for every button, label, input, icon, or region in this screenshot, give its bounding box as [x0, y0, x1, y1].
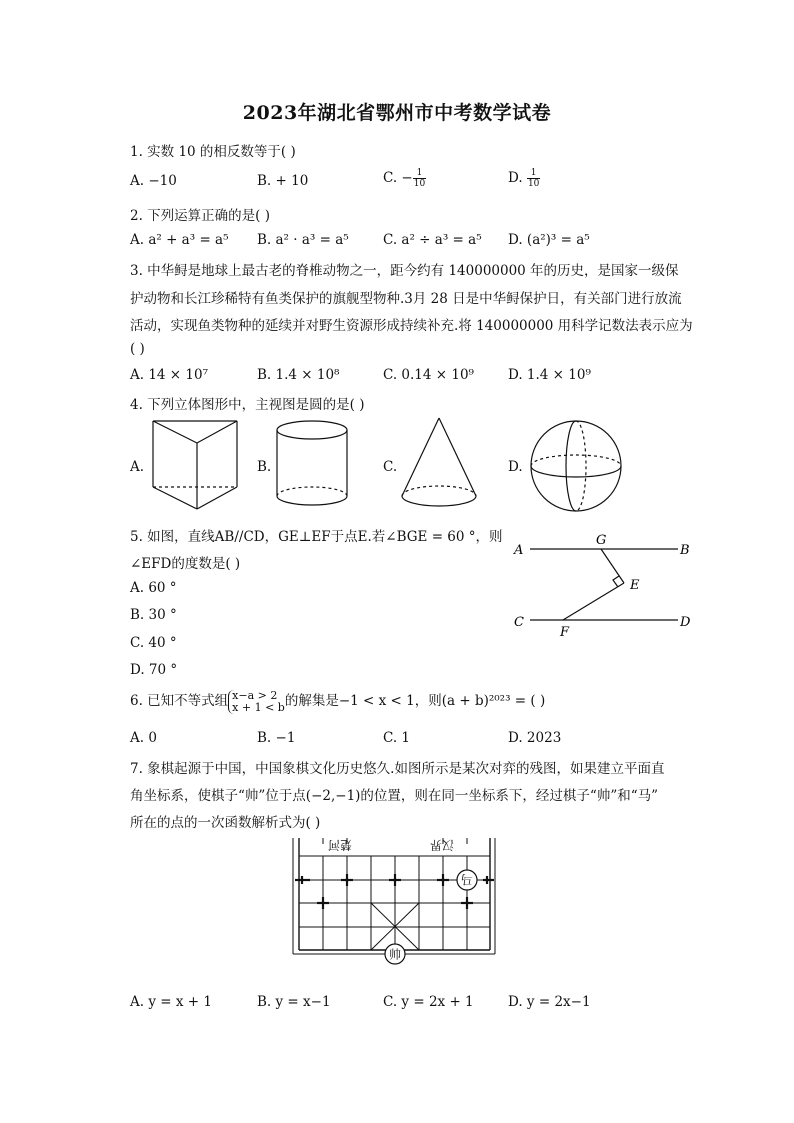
sphere-figure	[528, 418, 624, 514]
q1-d-denominator: 10	[527, 179, 540, 189]
q1-stem: 1. 实数 10 的相反数等于( )	[130, 144, 296, 160]
q3-line-3: 活动，实现鱼类物种的延续并对野生资源形成持续补充.将 140000000 用科学记数法表示应为	[130, 318, 693, 334]
q1-d-numerator: 1	[527, 168, 540, 179]
q1-c-numerator: 1	[413, 168, 426, 179]
label-b: B	[680, 543, 690, 558]
label-c: C	[514, 615, 524, 630]
q6-option-a: A. 0	[130, 730, 157, 746]
q3-line-2: 护动物和长江珍稀特有鱼类保护的旗舰型物种.3月 28 日是中华鲟保护日，有关部门进行放流	[130, 291, 682, 307]
q1-option-c-label: C. −	[383, 170, 413, 186]
q2-option-c: C. a² ÷ a³ = a⁵	[383, 232, 482, 248]
piece-shuai-label: 帅	[388, 947, 402, 962]
q2-stem: 2. 下列运算正确的是( )	[130, 208, 270, 224]
triangular-prism-figure	[145, 415, 245, 515]
parallel-lines-figure	[510, 528, 700, 640]
q3-option-a: A. 14 × 10⁷	[130, 367, 208, 383]
q6-option-b: B. −1	[257, 730, 296, 746]
q5-line-2: ∠EFD的度数是( )	[130, 556, 241, 572]
q6-option-c: C. 1	[383, 730, 411, 746]
q1-option-b: B. + 10	[257, 173, 309, 189]
cylinder-figure	[272, 418, 352, 510]
q7-line-2: 角坐标系，使棋子“帅”位于点(−2,−1)的位置，则在同一坐标系下，经过棋子“帅”和“马”	[130, 788, 659, 804]
q1-option-d-label: D.	[508, 170, 527, 186]
q2-option-d: D. (a²)³ = a⁵	[508, 232, 590, 248]
q5-option-c: C. 40 °	[130, 635, 177, 651]
q4-option-a: A.	[130, 459, 145, 475]
q6-stem	[130, 689, 545, 714]
q5-option-a: A. 60 °	[130, 580, 177, 596]
q1-option-a: A. −10	[130, 173, 177, 189]
cone-figure	[398, 416, 480, 512]
q7-line-3: 所在的点的一次函数解析式为( )	[130, 815, 321, 831]
inequality-system	[228, 690, 285, 714]
q4-option-c: C.	[383, 459, 398, 475]
river-text-chu: 楚河	[327, 838, 352, 852]
q5-option-b: B. 30 °	[130, 607, 177, 623]
q7-line-1: 7. 象棋起源于中国，中国象棋文化历史悠久.如图所示是某次对弈的残图，如果建立平面直	[130, 761, 665, 777]
label-f: F	[560, 625, 570, 640]
q7-option-b: B. y = x−1	[257, 994, 331, 1010]
piece-ma-label: 马	[460, 872, 474, 887]
segment-ef	[563, 583, 624, 620]
q4-option-b: B.	[257, 459, 272, 475]
q2-option-b: B. a² · a³ = a⁵	[257, 232, 349, 248]
q4-stem: 4. 下列立体图形中，主视图是圆的是( )	[130, 397, 365, 413]
piece-shuai	[385, 944, 405, 964]
label-e: E	[630, 578, 640, 593]
q3-line-4: ( )	[130, 341, 145, 357]
inequality-2: x + 1 < b	[232, 700, 285, 714]
right-angle-mark	[613, 576, 619, 587]
q1-c-denominator: 10	[413, 179, 426, 189]
q2-option-a: A. a² + a³ = a⁵	[130, 232, 229, 248]
q4-option-d: D.	[508, 459, 523, 475]
q5-option-d: D. 70 °	[130, 662, 178, 678]
xiangqi-board-figure	[290, 836, 502, 968]
q1-option-c-fraction	[413, 168, 426, 189]
q3-option-b: B. 1.4 × 10⁸	[257, 367, 340, 383]
label-d: D	[680, 615, 691, 630]
q3-option-c: C. 0.14 × 10⁹	[383, 367, 474, 383]
page-title: 2023年湖北省鄂州市中考数学试卷	[242, 102, 552, 124]
q6-option-d: D. 2023	[508, 730, 562, 746]
q1-option-d-fraction	[527, 168, 540, 189]
river-text-han: 汉界	[429, 838, 454, 852]
inequality-1: x−a > 2	[232, 688, 278, 702]
q1-option-c	[383, 168, 426, 189]
piece-ma	[457, 870, 477, 890]
q7-option-c: C. y = 2x + 1	[383, 994, 474, 1010]
q3-option-d: D. 1.4 × 10⁹	[508, 367, 591, 383]
label-g: G	[596, 533, 607, 548]
q6-prefix: 6. 已知不等式组	[130, 693, 229, 709]
q5-line-1: 5. 如图，直线AB//CD，GE⊥EF于点E.若∠BGE = 60 °，则	[130, 529, 503, 545]
q3-line-1: 3. 中华鲟是地球上最古老的脊椎动物之一，距今约有 140000000 年的历史，是国家一级保	[130, 263, 679, 279]
q7-option-a: A. y = x + 1	[130, 994, 212, 1010]
label-a: A	[514, 543, 524, 558]
q6-suffix: 的解集是−1 < x < 1，则(a + b)²⁰²³ = ( )	[284, 693, 546, 709]
segment-ge	[601, 549, 624, 583]
q1-option-d	[508, 168, 540, 189]
q7-option-d: D. y = 2x−1	[508, 994, 591, 1010]
